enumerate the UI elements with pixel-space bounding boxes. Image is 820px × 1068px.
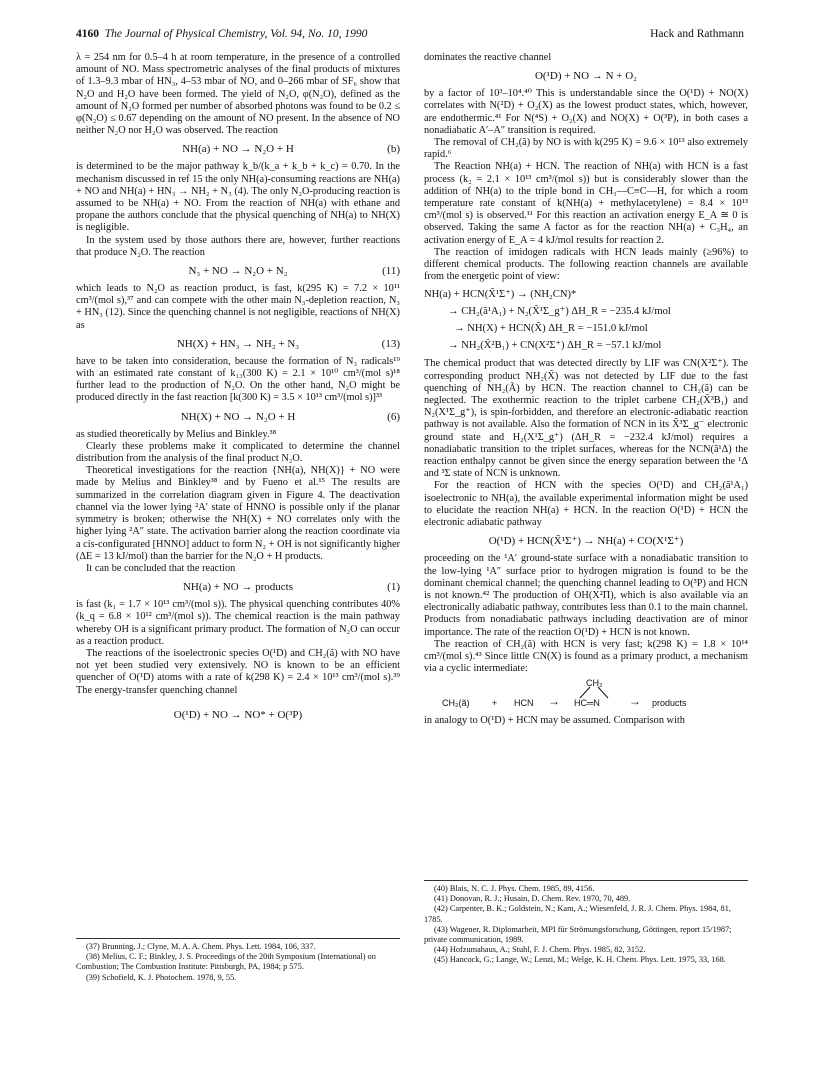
footnote: (38) Melius, C. F.; Binkley, J. S. Proceedings of the 20th Symposium (International) on Combustion; The Combustion Institute: Pittsburgh, PA, 1984; p 575. [76,952,376,972]
running-header [76,28,744,44]
equation-formula: O(¹D) + NO → N + O₂ [534,70,638,83]
footnote: (41) Donovan, R. J.; Husain, D. Chem. Rev. 1970, 70, 489. [434,894,631,904]
scheme-ring-top: CH₂ [586,678,603,689]
equation-1 [76,575,400,599]
scheme-plus: + [492,698,498,709]
section-paragraph: The Reaction NH(a) + HCN. The reaction of NH(a) with HCN is a fast process (k₂ = 2.1 × 10¹³ cm³/(mol s)) but is considerably slower than the addition of NH(a) to the triple bond in CH₃—C≡C—H, for which a room temperature rate constant of k(NH(a) + methylacetylene) = 8.4 × 10¹³ cm³/(mol s) is observed.¹¹ For this reaction an activation energy E_A ≅ 0 is observed. Taking the same A factor as for the reaction NH(a) + C₃H₄, an activation energy of E_A = 4 kJ/mol results for reaction 2. [424,161,748,246]
footnote: (44) Hofzumahaus, A.; Stuhl, F. J. Chem. Phys. 1985, 82, 3152. [434,945,646,955]
equation-formula: NH(X) + HN₃ → NH₂ + N₃ [176,337,300,350]
paragraph: as studied theoretically by Melius and Binkley.³⁸ [76,428,277,440]
paragraph: For the reaction of HCN with the species O(¹D) and CH₂(ã¹A₁) isoelectronic to NH(a), the available experimental information might be used to elucidate the reaction NH(a) + HCN. In the reaction O(¹D) + HCN the electronic adiabatic pathway [424,480,748,529]
paragraph: The reaction of imidogen radicals with HCN leads mainly (≥96%) to different chemical products. The following reaction channels are available from the energetic point of view: [424,246,748,283]
paragraph: The reaction of CH₂(ã) with HCN is very fast; k(298 K) = 1.8 × 10¹⁴ cm³/(mol s).⁴³ Since little CN(X) is found as a primary product, a mechanism via a cyclic intermediate: [424,638,748,675]
paragraph: The chemical product that was detected directly by LIF was CN(X²Σ⁺). The corresponding product NH₂(X̃) was not detected by LIF due to the fast quenching of NH₂(Ã) by HCN. The reaction channel to CH₂(ã) can be neglected. The exothermic reaction to the triplet carbene CH₂(X̃³B₁) and N₂(X¹Σ_g⁺), is spin-forbidden, and therefore an electronic-adiabatic reaction pathway is not available. Also the formation of NCN in its X̃³Σ_g⁻ electronic ground state and H₂(X¹Σ_g⁺) (ΔH_R = −232.4 kJ/mol) requires a nonadiabatic transition to the triplet surfaces, whereas for the NCN(ã¹Δ) the reaction enthalpy cannot be given since the energy separation between the ¹Δ and ³Σ state of NCN is unknown. [424,358,748,480]
paragraph: by a factor of 10³–10⁴.⁴⁰ This is understandable since the O(¹D) + NO(X) correlates with N(²D) + O₂(X) as the lowest product states, which, however, are endothermic.⁴¹ For N(⁴S) + O₂(X) and NO(X) + O(³P), in both cases a nonadiabatic A′–A″ transition is required. [424,88,748,136]
footnote: (42) Carpenter, B. K.; Goldstein, N.; Kam, A.; Wiesenfeld, J. R. J. Chem. Phys. 1984, 81, 1785. [424,904,731,924]
footnote: (40) Blais, N. C. J. Phys. Chem. 1985, 89, 4156. [434,884,595,893]
scheme-reactant: CH₂(ã) [442,698,470,709]
equation-formula: NH(X) + NO → N₂O + H [180,410,296,423]
paragraph: is determined to be the major pathway k_b/(k_a + k_b + k_c) = 0.70. In the mechanism discussed in ref 15 the only NH(a)-consuming reactions are NH(a) + NO and NH(a) + HN₃ → NH₂ + N₃ (4). The only N₂O-producing reaction is assumed to be NH(a) + NO. From the reaction of NH(a) with ethane and propane the authors conclude that the physical quenching of NH(a) to NH(X) is negligible. [76,161,400,234]
left-column [76,52,400,727]
paragraph: is fast (k₁ = 1.7 × 10¹³ cm³/(mol s)). The physical quenching contributes 40% (k_q = 6.8 × 10¹² cm³/(mol s)). The chemical reaction is the main pathway whereby OH is a significant primary product. The formation of N₂O can occur as a reaction product. [76,599,400,647]
footnote: (37) Brunning, J.; Clyne, M. A. A. Chem. Phys. Lett. 1984, 106, 337. [86,942,316,951]
equation-number: (6) [387,410,400,423]
equation-13 [76,332,400,356]
footnote-rule [76,938,400,939]
equation-formula: N₃ + NO → N₂O + N₂ [188,265,288,278]
scheme-arrow: → [629,694,641,709]
equation-formula: O(¹D) + NO → NO* + O(³P) [173,708,303,721]
equation-number: (13) [381,337,400,350]
paragraph: The reactions of the isoelectronic species O(¹D) and CH₂(ã) with NO have not yet been studied very extensively. NO is known to be an efficient quencher of O(¹D) atoms with a rate of k(298 K) = 2.4 × 10¹³ cm³/(mol s).³⁹ The energy-transfer quenching channel [76,647,400,696]
channel-line: → CH₂(ã¹A₁) + N₂(X̃¹Σ_g⁺) ΔH_R = −235.4 kJ/mol [448,306,671,318]
equation-number: (1) [387,581,400,594]
scheme-products: products [652,698,687,709]
footnote: (39) Schofield, K. J. Photochem. 1978, 9, 55. [86,972,237,982]
page-number: 4160 [76,28,99,40]
footnotes-right [424,880,748,966]
footnote: (45) Hancock, G.; Lange, W.; Lenzi, M.; Welge, K. H. Chem. Phys. Lett. 1975, 33, 168. [434,955,726,965]
cyclic-intermediate-scheme [424,675,748,715]
equation-formula: O(¹D) + HCN(X̃¹Σ⁺) → NH(a) + CO(X¹Σ⁺) [488,535,684,548]
author-names: Hack and Rathmann [650,28,744,40]
equation-number: (b) [387,143,400,156]
equation-adiabatic [424,529,748,553]
right-column [424,52,748,728]
equation-number: (11) [382,265,400,278]
paragraph: have to be taken into consideration, because the formation of N₃ radicals¹⁹ with an estimated rate constant of k₁₃(300 K) = 2.1 × 10¹⁰ cm³/(mol s)¹⁸ further lead to the production of N₂O. On the other hand, N₂O might be produced directly in the fast reaction [k(300 K) = 3.5 × 10¹³ cm³/(mol s)]³³ [76,355,400,404]
footnotes-left [76,938,400,983]
footnote-rule [424,880,748,881]
equation-11 [76,259,400,283]
channel-line: → NH₂(X̃²B₁) + CN(X²Σ⁺) ΔH_R = −57.1 kJ/mol [448,340,662,352]
paragraph: proceeding on the ¹A′ ground-state surface with a nonadiabatic transition to the low-lying ¹A″ surface prior to hydrogen migration is found to be the dominant chemical channel; the quenching channel leading to O(³P) and HCN is not known.⁴² The production of OH(X²Π), which is also available via an electronically adiabatic pathway, contributes less than 0.1 to the main channel. Products from nonadiabatic pathways including deactivation are of minor importance. The rate of the reaction O(¹D) + HCN is not known. [424,553,748,638]
equation-b [76,137,400,161]
scheme-ring: HC═N [574,698,600,709]
channel-line: NH(a) + HCN(X̃¹Σ⁺) → (NH₂CN)* [424,289,577,301]
channel-line: → NH(X) + HCN(X̃) ΔH_R = −151.0 kJ/mol [454,323,648,335]
paragraph: The removal of CH₂(ã) by NO is with k(295 K) = 9.6 × 10¹³ also extremely rapid.⁶ [424,137,748,161]
equation-6 [76,405,400,429]
paragraph: It can be concluded that the reaction [86,562,236,574]
paragraph: Clearly these problems make it complicated to determine the channel distribution from the analysis of the final product N₂O. [76,440,400,465]
paragraph: dominates the reactive channel [424,52,552,63]
equation-formula: NH(a) + NO → N₂O + H [182,143,294,156]
paragraph: in analogy to O(¹D) + HCN may be assumed. Comparison with [424,715,685,727]
equation-reactive [424,64,748,88]
equation-quenching [76,697,400,727]
paragraph: λ = 254 nm for 0.5–4 h at room temperature, in the presence of a controlled amount of NO. Mass spectrometric analyses of the final products of mixtures of 1.3–9.3 mbar of HN₃, 4–53 mbar of NO, and 0–266 mbar of SF₆ show that N₂O and H₂O have been formed. The yield of N₂O, φ(N₂O), defined as the amount of N₂O formed per number of absorbed photons was found to be 0.2 ≤ φ(N₂O) ≤ 0.67 depending on the amount of NO present. In the absence of NO neither N₂O nor H₂O was observed. The reaction [76,52,400,137]
paragraph: which leads to N₂O as reaction product, is fast, k(295 K) = 7.2 × 10¹¹ cm³/(mol s),³⁷ and can compete with the other main N₃-depletion reaction, N₃ + HN₃ (12). Since the quenching channel is not negligible, reactions of NH(X) as [76,283,400,331]
paragraph: Theoretical investigations for the reaction {NH(a), NH(X)} + NO were made by Melius and Binkley³⁸ and by Fueno et al.¹⁵ The results are summarized in the correlation diagram given in Figure 4. The deactivation channel via the lower lying ²A′ state of HNNO is possible only if the planar symmetry is broken; otherwise the NH(X) + NO correlates only with the higher lying ²A″ state. The activation barrier along the reaction coordinate via a cis-configurated [HNNO] adduct to form N₂ + OH is not significantly higher (ΔE = 13 kJ/mol) than the barrier for the N₂O + H products. [76,465,400,562]
reaction-channels [424,286,748,354]
equation-formula: NH(a) + NO → products [182,581,294,594]
scheme-hcn: HCN [514,698,534,709]
scheme-arrow: → [548,694,560,709]
paragraph: In the system used by those authors there are, however, further reactions that produce N₂O. The reaction [76,234,400,258]
footnote: (43) Wagener, R. Diplomarbeit, MPI für Strömungsforschung, Göttingen, report 15/1987; private communication, 1989. [424,924,732,945]
journal-title: The Journal of Physical Chemistry, Vol. 94, No. 10, 1990 [104,28,368,40]
